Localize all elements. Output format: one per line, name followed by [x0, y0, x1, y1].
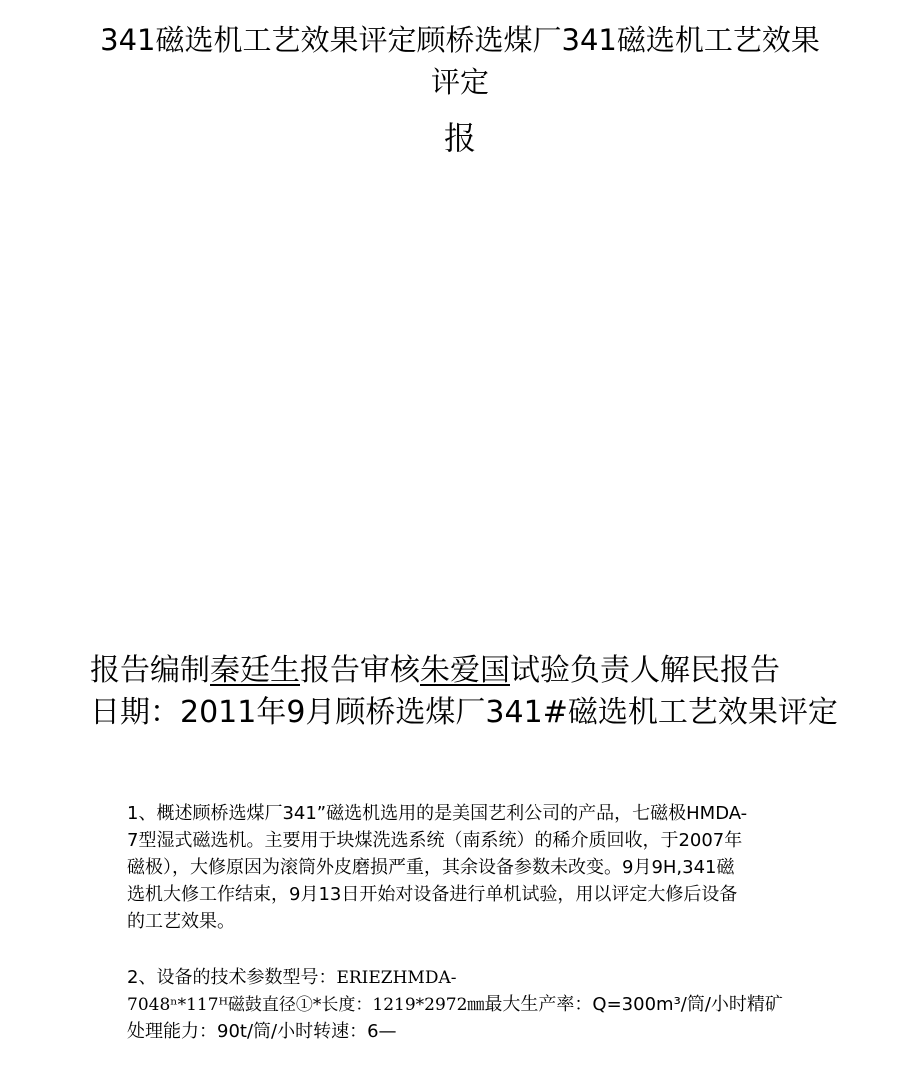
overview-line-1: 1、概述顾桥选煤厂341”磁选机选用的是美国艺利公司的产品，七磁极HMDA- [127, 803, 748, 824]
document-title-line-3: 报 [443, 119, 476, 157]
tech-params-line-2 [127, 991, 857, 1019]
overview-line-5: 的工艺效果。 [127, 911, 235, 932]
overview-line-4: 选机大修工作结束，9月13日开始对设备进行单机试验，用以评定大修后设备 [127, 884, 738, 905]
reviewer-name: 朱爱国 [420, 653, 510, 688]
tech-params-line-3: 处理能力：90t/筒/小时转速：6— [127, 1021, 397, 1042]
drum-dimensions: 7048ⁿ*117ᴴ磁鼓直径①*长度：1219*2972㎜ [127, 995, 485, 1015]
max-capacity: 最大生产率：Q=300m³/筒/小时精矿 [484, 994, 783, 1015]
overview-line-2: 7型湿式磁选机。主要用于块煤洗选系统（南系统）的稀介质回收，于2007年 [127, 830, 743, 851]
overview-line-3: 磁极），大修原因为滚筒外皮磨损严重，其余设备参数未改变。9月9H,341磁 [127, 857, 735, 878]
lead-label: 试验负责人解民报告 [510, 653, 780, 688]
compiler-name: 秦廷生 [210, 653, 300, 688]
compile-label: 报告编制 [90, 653, 210, 688]
document-title-line-1: 341磁选机工艺效果评定顾桥选煤厂341磁选机工艺效果 [100, 23, 820, 57]
review-label: 报告审核 [300, 653, 420, 688]
tech-params-label: 2、设备的技术参数型号： [127, 967, 337, 988]
tech-params-line-1 [127, 964, 857, 992]
report-credits-line-1 [90, 650, 870, 692]
report-credits-line-2: 日期：2011年9月顾桥选煤厂341#磁选机工艺效果评定 [90, 695, 838, 730]
document-title-line-2: 评定 [430, 65, 489, 99]
model-number: ERIEZHMDA- [336, 968, 457, 988]
